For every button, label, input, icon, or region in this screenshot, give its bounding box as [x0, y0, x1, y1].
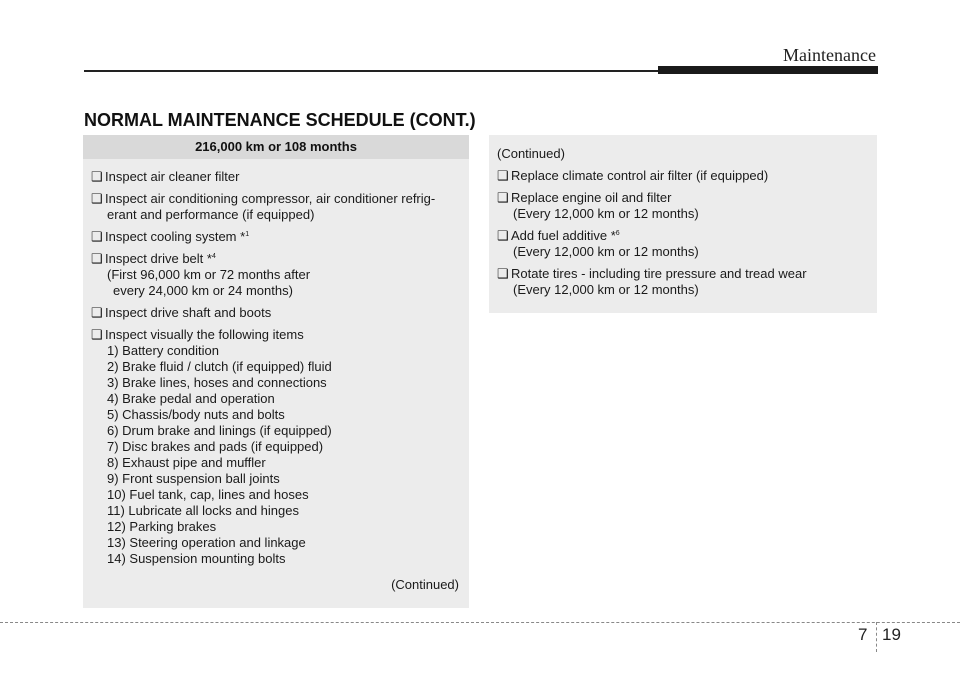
- visual-item: 8) Exhaust pipe and muffler: [107, 455, 266, 470]
- item-text: Add fuel additive *: [511, 228, 616, 243]
- list-item: [497, 266, 869, 298]
- header-thick-rule: [658, 66, 878, 74]
- right-item-list: [489, 135, 877, 298]
- checkbox-icon: ❑: [497, 190, 509, 205]
- list-item: [91, 305, 461, 321]
- page-number: 19: [882, 625, 901, 644]
- checkbox-icon: ❑: [497, 168, 509, 183]
- footer-dashed-rule: [0, 622, 960, 623]
- item-text: Inspect air cleaner filter: [105, 169, 240, 184]
- visual-item: 7) Disc brakes and pads (if equipped): [107, 439, 324, 454]
- list-item: [497, 228, 869, 260]
- list-item: [91, 191, 461, 223]
- item-text: Inspect air conditioning compressor, air conditioner refrig-: [105, 191, 436, 206]
- item-subtext: (First 96,000 km or 72 months after: [107, 267, 311, 282]
- left-item-list: [83, 159, 469, 593]
- footnote-marker: 1: [245, 231, 250, 238]
- section-title: NORMAL MAINTENANCE SCHEDULE (CONT.): [84, 110, 476, 130]
- right-schedule-panel: [489, 135, 877, 313]
- visual-item: 12) Parking brakes: [107, 519, 217, 534]
- visual-item: 10) Fuel tank, cap, lines and hoses: [107, 487, 309, 502]
- checkbox-icon: ❑: [91, 327, 103, 342]
- checkbox-icon: ❑: [91, 305, 103, 320]
- page-header-title: Maintenance: [783, 45, 876, 65]
- checkbox-icon: ❑: [91, 251, 103, 266]
- item-text: Replace engine oil and filter: [511, 190, 672, 205]
- continued-note: (Continued): [391, 577, 459, 592]
- visual-item: 4) Brake pedal and operation: [107, 391, 275, 406]
- item-text: Rotate tires - including tire pressure and tread wear: [511, 266, 807, 281]
- item-subtext: erant and performance (if equipped): [107, 207, 315, 222]
- visual-item: 9) Front suspension ball joints: [107, 471, 280, 486]
- page-chapter-number: 7: [858, 625, 868, 644]
- list-item: [497, 190, 869, 222]
- visual-item: 5) Chassis/body nuts and bolts: [107, 407, 285, 422]
- checkbox-icon: ❑: [91, 169, 103, 184]
- visual-item: 14) Suspension mounting bolts: [107, 551, 286, 566]
- visual-item: 1) Battery condition: [107, 343, 220, 358]
- checkbox-icon: ❑: [91, 191, 103, 206]
- left-column-heading: 216,000 km or 108 months: [83, 135, 469, 159]
- checkbox-icon: ❑: [91, 229, 103, 244]
- checkbox-icon: ❑: [497, 228, 509, 243]
- checkbox-icon: ❑: [497, 266, 509, 281]
- list-item: [91, 229, 461, 245]
- item-text: Inspect cooling system *: [105, 229, 246, 244]
- item-subtext: (Every 12,000 km or 12 months): [513, 282, 699, 297]
- item-text: Inspect drive belt *: [105, 251, 212, 266]
- page-number-separator: [876, 622, 877, 652]
- list-item: [497, 168, 869, 184]
- list-item: [91, 251, 461, 299]
- item-text: Replace climate control air filter (if equipped): [511, 168, 769, 183]
- left-schedule-panel: [83, 135, 469, 608]
- list-item: [91, 169, 461, 185]
- item-text: Inspect drive shaft and boots: [105, 305, 272, 320]
- visual-item: 13) Steering operation and linkage: [107, 535, 306, 550]
- item-text: Inspect visually the following items: [105, 327, 304, 342]
- visual-item: 11) Lubricate all locks and hinges: [107, 503, 299, 518]
- visual-item: 3) Brake lines, hoses and connections: [107, 375, 327, 390]
- visual-item: 2) Brake fluid / clutch (if equipped) fluid: [107, 359, 332, 374]
- item-subtext: (Every 12,000 km or 12 months): [513, 244, 699, 259]
- item-subtext: (Every 12,000 km or 12 months): [513, 206, 699, 221]
- header-thin-rule: [84, 70, 664, 72]
- footnote-marker: 6: [615, 230, 620, 237]
- item-subtext: every 24,000 km or 24 months): [113, 283, 293, 298]
- continued-label: (Continued): [497, 146, 565, 161]
- list-item: [91, 327, 461, 567]
- footnote-marker: 4: [211, 253, 216, 260]
- visual-item: 6) Drum brake and linings (if equipped): [107, 423, 332, 438]
